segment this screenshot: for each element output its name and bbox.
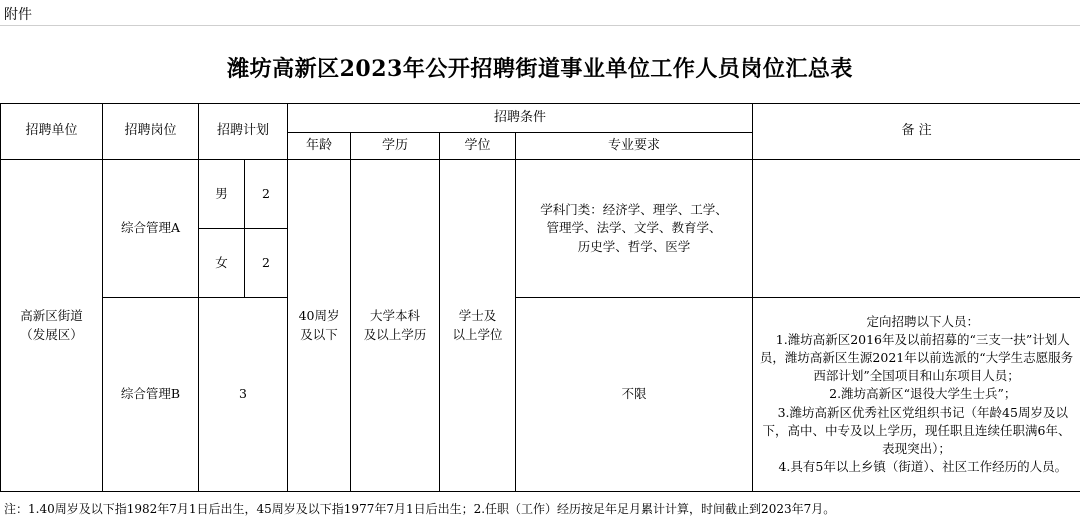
header-degree: 学位 — [440, 133, 516, 160]
header-major: 专业要求 — [516, 133, 753, 160]
cell-b-count: 3 — [199, 298, 288, 492]
cell-age: 40周岁 及以下 — [288, 160, 351, 492]
header-education: 学历 — [351, 133, 440, 160]
footnote: 注：1.40周岁及以下指1982年7月1日后出生，45周岁及以下指1977年7月1日后出生；2.任职（工作）经历按足年足月累计计算，时间截止到2023年7月。 — [4, 502, 836, 516]
remarks-line: 定向招聘以下人员： — [854, 313, 980, 329]
cell-post-b: 综合管理B — [103, 298, 199, 492]
header-unit: 招聘单位 — [1, 104, 103, 160]
header-post: 招聘岗位 — [103, 104, 199, 160]
header-remarks: 备 注 — [753, 104, 1080, 160]
annex-label: 附件 — [4, 7, 32, 23]
remarks-line: 3.潍坊高新区优秀社区党组织书记（年龄45周岁及以下，高中、中专及以上学历，现任职且连续任职满6年、表现突出）； — [762, 404, 1071, 456]
cell-remarks-b — [753, 298, 1080, 492]
cell-education: 大学本科 及以上学历 — [351, 160, 440, 492]
cell-major-b: 不限 — [516, 298, 753, 492]
cell-unit: 高新区街道 （发展区） — [1, 160, 103, 492]
header-age: 年龄 — [288, 133, 351, 160]
cell-male-label: 男 — [199, 160, 245, 229]
page-title: 潍坊高新区2023年公开招聘街道事业单位工作人员岗位汇总表 — [227, 56, 853, 82]
cell-remarks-a — [753, 160, 1080, 298]
cell-post-a: 综合管理A — [103, 160, 199, 298]
remarks-line: 4.具有5年以上乡镇（街道）、社区工作经历的人员。 — [765, 458, 1068, 474]
recruitment-table — [0, 103, 1080, 492]
remarks-line: 2.潍坊高新区“退役大学生士兵”； — [816, 386, 1017, 402]
cell-major-a: 学科门类：经济学、理学、工学、 管理学、法学、文学、教育学、 历史学、哲学、医学 — [516, 160, 753, 298]
cell-female-label: 女 — [199, 229, 245, 298]
cell-male-count: 2 — [245, 160, 288, 229]
header-plan: 招聘计划 — [199, 104, 288, 160]
remarks-line: 1.潍坊高新区2016年及以前招募的“三支一扶”计划人员，潍坊高新区生源2021年以前选派的“大学生志愿服务西部计划”全国项目和山东项目人员； — [759, 332, 1074, 384]
cell-degree: 学士及 以上学位 — [440, 160, 516, 492]
header-conditions: 招聘条件 — [288, 104, 753, 133]
header-divider — [0, 25, 1080, 26]
cell-female-count: 2 — [245, 229, 288, 298]
